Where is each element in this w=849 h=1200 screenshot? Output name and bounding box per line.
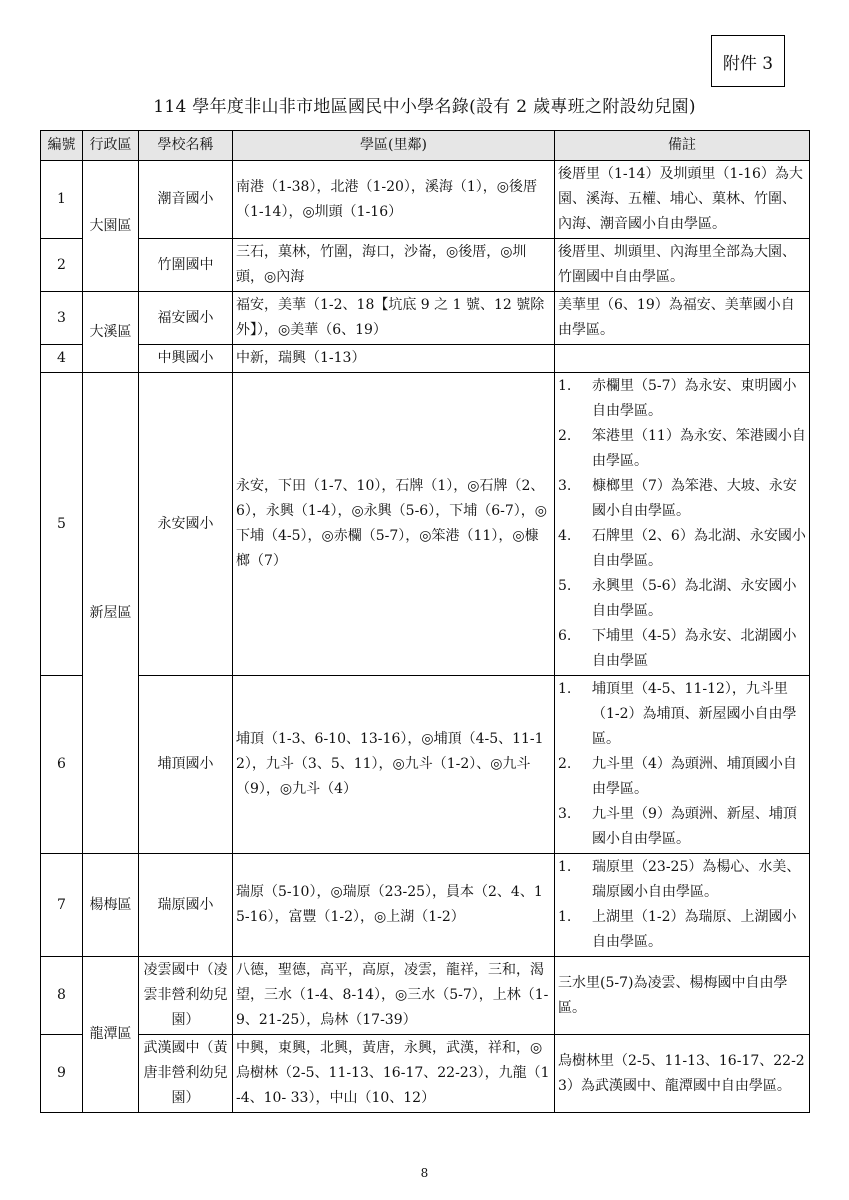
table-row [41, 345, 810, 373]
table-row [41, 1035, 810, 1113]
district-cell: 新屋區 [83, 373, 139, 854]
header-remarks: 備註 [555, 131, 810, 161]
remark [555, 854, 810, 957]
remark-item: 1. 上湖里（1-2）為瑞原、上湖國小自由學區。 [558, 909, 797, 950]
remark-item: 4. 石牌里（2、6）為北湖、永安國小自由學區。 [558, 528, 806, 569]
row-number: 2 [41, 239, 83, 292]
remark-item: 1. 埔頂里（4-5、11-12），九斗里（1-2）為埔頂、新屋國小自由學區。 [558, 681, 797, 747]
remark-item: 1. 瑞原里（23-25）為楊心、水美、瑞原國小自由學區。 [558, 859, 801, 900]
remark-item: 1. 赤欄里（5-7）為永安、東明國小自由學區。 [558, 378, 797, 419]
school-name: 福安國小 [139, 292, 233, 345]
school-zone: 三石，菓林，竹圍，海口，沙崙，◎後厝，◎圳頭，◎內海 [233, 239, 555, 292]
table-row [41, 957, 810, 1035]
row-number: 4 [41, 345, 83, 373]
district-cell: 楊梅區 [83, 854, 139, 957]
remark [555, 373, 810, 676]
school-name: 永安國小 [139, 373, 233, 676]
school-name: 埔頂國小 [139, 676, 233, 854]
remark: 後厝里（1-14）及圳頭里（1-16）為大園、溪海、五權、埔心、菓林、竹圍、內海、潮音國小自由學區。 [555, 161, 810, 239]
row-number: 3 [41, 292, 83, 345]
table-row [41, 373, 810, 676]
page-number: 8 [420, 1166, 429, 1180]
table-row [41, 676, 810, 854]
school-zone: 瑞原（5-10），◎瑞原（23-25），員本（2、4、15-16），富豐（1-2），◎上湖（1-2） [233, 854, 555, 957]
row-number: 1 [41, 161, 83, 239]
header-number: 編號 [41, 131, 83, 161]
school-zone: 埔頂（1-3、6-10、13-16），◎埔頂（4-5、11-12），九斗（3、5、11），◎九斗（1-2）、◎九斗（9），◎九斗（4） [233, 676, 555, 854]
table-row [41, 292, 810, 345]
header-school-zone: 學區(里鄰) [233, 131, 555, 161]
school-name: 潮音國小 [139, 161, 233, 239]
school-name: 中興國小 [139, 345, 233, 373]
table-row [41, 239, 810, 292]
district-cell: 大園區 [83, 161, 139, 292]
page-title: 114 學年度非山非市地區國民中小學名錄(設有 2 歲專班之附設幼兒園) [153, 97, 696, 117]
remark-item: 2. 九斗里（4）為頭洲、埔頂國小自由學區。 [558, 756, 797, 797]
school-name: 竹圍國中 [139, 239, 233, 292]
header-school: 學校名稱 [139, 131, 233, 161]
school-name: 武漢國中（黃唐非營利幼兒園） [139, 1035, 233, 1113]
row-number: 9 [41, 1035, 83, 1113]
row-number: 8 [41, 957, 83, 1035]
table-row [41, 161, 810, 239]
header-row [41, 131, 810, 161]
header-district: 行政區 [83, 131, 139, 161]
remark: 烏樹林里（2-5、11-13、16-17、22-23）為武漢國中、龍潭國中自由學區。 [555, 1035, 810, 1113]
school-name: 凌雲國中（凌雲非營利幼兒園） [139, 957, 233, 1035]
school-zone: 永安，下田（1-7、10），石牌（1），◎石牌（2、6），永興（1-4），◎永興（5-6），下埔（6-7），◎下埔（4-5），◎赤欄（5-7），◎笨港（11），◎槺榔（7） [233, 373, 555, 676]
row-number: 6 [41, 676, 83, 854]
remark-item: 3. 槺榔里（7）為笨港、大坡、永安國小自由學區。 [558, 478, 797, 519]
remark-item: 5. 永興里（5-6）為北湖、永安國小自由學區。 [558, 578, 797, 619]
row-number: 7 [41, 854, 83, 957]
school-zone: 八德，聖德，高平，高原，凌雲，龍祥，三和，渴望，三水（1-4、8-14），◎三水（5-7），上林（1-9、21-25），烏林（17-39） [233, 957, 555, 1035]
remark: 三水里(5-7)為凌雲、楊梅國中自由學區。 [555, 957, 810, 1035]
remark [555, 676, 810, 854]
remark-item: 2. 笨港里（11）為永安、笨港國小自由學區。 [558, 428, 806, 469]
school-name: 瑞原國小 [139, 854, 233, 957]
district-cell: 大溪區 [83, 292, 139, 373]
remark-item: 3. 九斗里（9）為頭洲、新屋、埔頂國小自由學區。 [558, 806, 797, 847]
district-cell: 龍潭區 [83, 957, 139, 1113]
attachment-label: 附件 3 [711, 35, 785, 87]
remark: 後厝里、圳頭里、內海里全部為大園、竹圍國中自由學區。 [555, 239, 810, 292]
remark [555, 345, 810, 373]
row-number: 5 [41, 373, 83, 676]
table-row [41, 854, 810, 957]
school-zone: 中新，瑞興（1-13） [233, 345, 555, 373]
school-zone: 中興，東興，北興，黃唐，永興，武漢，祥和，◎烏樹林（2-5、11-13、16-17、22-23），九龍（1-4、10- 33），中山（10、12） [233, 1035, 555, 1113]
remark-item: 6. 下埔里（4-5）為永安、北湖國小自由學區 [558, 628, 797, 669]
school-zone: 福安，美華（1-2、18【坑底 9 之 1 號、12 號除外】），◎美華（6、19） [233, 292, 555, 345]
remark: 美華里（6、19）為福安、美華國小自由學區。 [555, 292, 810, 345]
school-roster-table [40, 130, 810, 1113]
school-zone: 南港（1-38），北港（1-20），溪海（1），◎後厝（1-14），◎圳頭（1-16） [233, 161, 555, 239]
